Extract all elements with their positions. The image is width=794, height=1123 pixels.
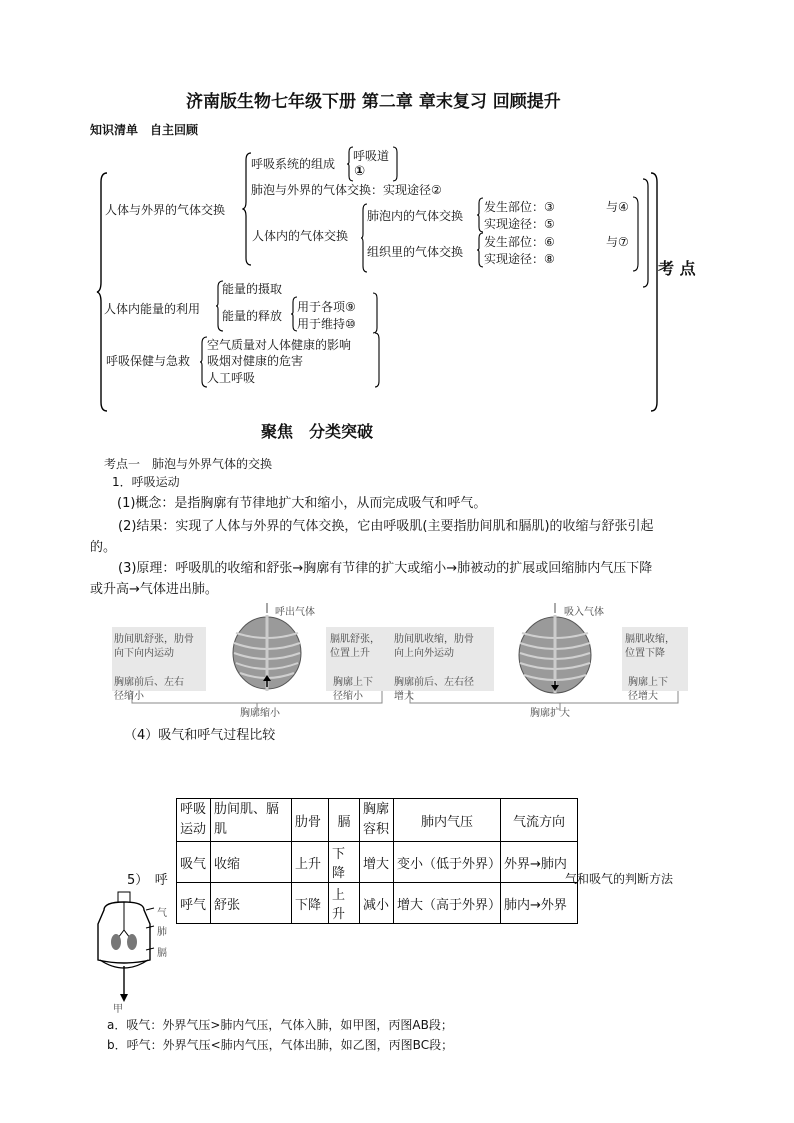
comparison-table xyxy=(176,798,578,924)
brace-close-health xyxy=(374,332,382,388)
paragraph-principle-cont: 或升高→气体进出肺。 xyxy=(90,582,218,597)
tree-blank-1: ① xyxy=(354,164,366,179)
table-header-cell: 肺内气压 xyxy=(394,799,501,842)
brace-close-inner xyxy=(632,196,642,272)
table-cell: 变小（低于外界） xyxy=(394,842,501,883)
tree-alveoli-site: 发生部位：③ xyxy=(484,200,555,214)
table-cell: 下降 xyxy=(329,842,360,883)
bell-label-2: 肺 xyxy=(157,927,167,938)
inhale-right-1: 膈肌收缩， xyxy=(625,634,675,645)
tree-tissue-exchange: 组织里的气体交换 xyxy=(367,245,464,259)
table-cell: 外界→肺内 xyxy=(501,842,578,883)
table-cell: 收缩 xyxy=(211,842,292,883)
paragraph-result: (2)结果：实现了人体与外界的气体交换，它由呼吸肌(主要指肋间肌和膈肌)的收缩与舒张引起 xyxy=(118,519,654,534)
kaodian1-heading: 考点一 肺泡与外界气体的交换 xyxy=(104,457,273,471)
table-cell: 下降 xyxy=(292,883,329,924)
table-row xyxy=(177,842,578,883)
table-header-cell: 肋间肌、膈肌 xyxy=(211,799,292,842)
tree-airway: 呼吸道 xyxy=(353,149,390,163)
exhale-left-3: 胸廓前后、左右 xyxy=(114,677,184,688)
inhale-left-1: 肋间肌收缩，肋骨 xyxy=(394,634,474,645)
paragraph-concept: (1)概念：是指胸廓有节律地扩大和缩小，从而完成吸气和呼气。 xyxy=(117,496,487,511)
tree-cpr: 人工呼吸 xyxy=(207,371,256,385)
exhale-left-2: 向下向内运动 xyxy=(114,648,174,659)
tree-alveoli-external: 肺泡与外界的气体交换：实现途径② xyxy=(251,183,442,197)
exhale-right-2: 位置上升 xyxy=(330,648,370,659)
brace-alveoli xyxy=(476,197,484,233)
table-cell: 肺内→外界 xyxy=(501,883,578,924)
paragraph-result-cont: 的。 xyxy=(90,540,117,555)
tree-respiratory-system: 呼吸系统的组成 xyxy=(251,157,336,171)
judgement-heading-left: 5） 呼 xyxy=(127,873,168,888)
paragraph-inhale-judgement: a．吸气：外界气压>肺内气压，气体入肺，如甲图，丙图AB段； xyxy=(107,1018,453,1032)
tree-smoking: 吸烟对健康的危害 xyxy=(207,354,304,368)
tree-energy-intake: 能量的摄取 xyxy=(222,282,283,296)
tree-energy-release: 能量的释放 xyxy=(222,309,283,323)
exhale-left-4: 径缩小 xyxy=(114,691,144,702)
table-cell: 舒张 xyxy=(211,883,292,924)
exhale-right-3: 胸廓上下 xyxy=(333,677,373,688)
table-cell: 减小 xyxy=(360,883,394,924)
inhale-right-3: 胸廓上下 xyxy=(628,677,668,688)
inhale-left-3: 胸廓前后、左右径 xyxy=(394,677,474,688)
tree-root-energy: 人体内能量的利用 xyxy=(104,302,201,316)
table-header-cell: 肋骨 xyxy=(292,799,329,842)
brace-tissue xyxy=(476,232,484,268)
bell-caption: 甲 xyxy=(113,1004,123,1015)
tree-alveoli-way: 实现途径：⑤ xyxy=(484,217,555,231)
tree-root-health: 呼吸保健与急救 xyxy=(106,354,191,368)
table-cell: 呼气 xyxy=(177,883,211,924)
table-cell: 增大 xyxy=(360,842,394,883)
table-header-cell: 膈 xyxy=(329,799,360,842)
side-label-kaodian: 考 点 xyxy=(658,259,696,278)
table-header-cell: 气流方向 xyxy=(501,799,578,842)
inhale-left-4: 增大 xyxy=(394,691,414,702)
exhale-top-caption: 呼出气体 xyxy=(275,607,315,618)
judgement-heading-right: 气和吸气的判断方法 xyxy=(565,872,674,886)
paragraph-exhale-judgement: b．呼气：外界气压<肺内气压，气体出肺，如乙图，丙图BC段； xyxy=(107,1038,454,1052)
tree-root-gas-exchange: 人体与外界的气体交换 xyxy=(105,203,226,217)
exhale-bottom-caption: 胸廓缩小 xyxy=(240,708,280,719)
exhale-right-1: 膈肌舒张， xyxy=(330,634,380,645)
table-cell: 上升 xyxy=(292,842,329,883)
table-header-row xyxy=(177,799,578,842)
brace-close-outer xyxy=(650,172,662,412)
tree-energy-use1: 用于各项⑨ xyxy=(297,300,356,314)
table-cell: 上升 xyxy=(329,883,360,924)
table-header-cell: 胸廓容积 xyxy=(360,799,394,842)
section2-title: 聚焦 分类突破 xyxy=(261,422,374,441)
inhale-left-2: 向上向外运动 xyxy=(394,648,454,659)
section-label: 知识清单 自主回顾 xyxy=(90,123,199,137)
subheading-breathing: 1．呼吸运动 xyxy=(112,475,180,489)
tree-internal-exchange: 人体内的气体交换 xyxy=(252,229,349,243)
comparison-heading: （4）吸气和呼气过程比较 xyxy=(124,728,276,743)
tree-alveoli-exchange: 肺泡内的气体交换 xyxy=(367,209,464,223)
table-cell: 增大（高于外界） xyxy=(394,883,501,924)
inhale-right-2: 位置下降 xyxy=(625,648,665,659)
exhale-left-1: 肋间肌舒张，肋骨 xyxy=(114,634,194,645)
tree-tissue-way: 实现途径：⑧ xyxy=(484,252,555,266)
tree-tissue-site: 发生部位：⑥ xyxy=(484,235,555,249)
tree-air-quality: 空气质量对人体健康的影响 xyxy=(207,338,352,352)
brace-close-respiratory xyxy=(392,146,400,182)
page-title: 济南版生物七年级下册 第二章 章末复习 回顾提升 xyxy=(186,92,561,112)
inhale-bottom-caption: 胸廓扩大 xyxy=(530,708,570,719)
table-cell: 吸气 xyxy=(177,842,211,883)
bell-label-3: 膈 xyxy=(157,948,167,959)
inhale-right-4: 径增大 xyxy=(628,691,658,702)
table-row xyxy=(177,883,578,924)
tree-alveoli-with: 与④ xyxy=(606,200,629,214)
exhale-right-4: 径缩小 xyxy=(333,691,363,702)
brace-close-energy xyxy=(372,292,380,334)
table-header-cell: 呼吸运动 xyxy=(177,799,211,842)
tree-tissue-with: 与⑦ xyxy=(606,235,629,249)
tree-energy-use2: 用于维持⑩ xyxy=(297,317,356,331)
bell-label-1: 气 xyxy=(157,908,167,919)
paragraph-principle: (3)原理：呼吸肌的收缩和舒张→胸廓有节律的扩大或缩小→肺被动的扩展或回缩肺内气压下降 xyxy=(118,561,653,576)
inhale-top-caption: 吸入气体 xyxy=(564,607,604,618)
